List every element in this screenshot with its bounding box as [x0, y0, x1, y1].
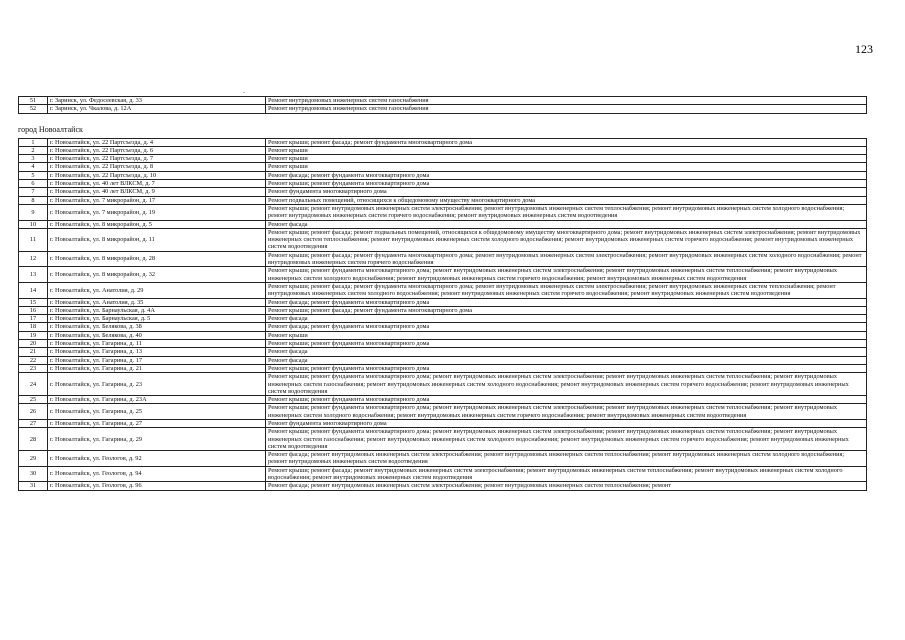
row-address: г. Новоалтайск, ул. Гагарина, д. 11 [48, 340, 266, 347]
stray-dot: . [243, 86, 245, 95]
page-number: 123 [855, 42, 873, 56]
row-number: 27 [18, 420, 48, 427]
row-number: 30 [18, 467, 48, 482]
row-number: 20 [18, 340, 48, 347]
row-address: г. Новоалтайск, ул. 22 Партсъезда, д. 7 [48, 155, 266, 162]
row-address: г. Новоалтайск, ул. 8 микрорайон, д. 32 [48, 267, 266, 282]
row-works: Ремонт крыши; ремонт фундамента многоквартирного дома; ремонт внутридомовых инженерных систем электроснабжения; ремонт внутридомовых инженерных систем теплоснабжения; ремонт внутридомовых инженерных систем газоснабжения; ремонт внутридомовых инженерных систем холодного водоснабжения; ремонт внутридомовых инженерных систем горячего водоснабжения; ремонт внутридомовых инженерных систем водоотведения [266, 428, 867, 450]
row-address: г. Новоалтайск, ул. 40 лет ВЛКСМ, д. 9 [48, 188, 266, 195]
row-number: 51 [18, 97, 48, 104]
row-number: 13 [18, 267, 48, 282]
row-number: 31 [18, 482, 48, 489]
row-number: 16 [18, 307, 48, 314]
table-row [18, 373, 867, 396]
row-address: г. Новоалтайск, ул. Гагарина, д. 13 [48, 348, 266, 355]
row-address: г. Новоалтайск, ул. Геологов, д. 96 [48, 482, 266, 489]
row-works: Ремонт крыши; ремонт фундамента многоквартирного дома [266, 396, 867, 403]
row-works: Ремонт фундамента многоквартирного дома [266, 420, 867, 427]
table-row [18, 315, 867, 323]
table-row [18, 163, 867, 171]
row-works: Ремонт крыши [266, 155, 867, 162]
table-row [18, 188, 867, 196]
row-address: г. Новоалтайск, ул. 7 микрорайон, д. 19 [48, 205, 266, 220]
row-works: Ремонт фасада [266, 348, 867, 355]
table-row [18, 404, 867, 420]
row-address: г. Новоалтайск, ул. 8 микрорайон, д. 11 [48, 229, 266, 251]
table-row [18, 267, 867, 283]
table-row [18, 467, 867, 483]
row-works: Ремонт фундамента многоквартирного дома [266, 188, 867, 195]
table-row [18, 105, 867, 113]
row-address: г. Новоалтайск, ул. 22 Партсъезда, д. 8 [48, 163, 266, 170]
table-row [18, 307, 867, 315]
row-works: Ремонт крыши; ремонт фасада; ремонт подвальных помещений, относящихся к общедомовому имуществу многоквартирного дома; ремонт внутридомовых инженерных систем электроснабжения; ремонт внутридомовых инженерных систем теплоснабжения; ремонт внутридомовых инженерных систем холодного водоснабжения; ремонт внутридомовых инженерных систем горячего водоснабжения; ремонт внутридомовых инженерных систем водоотведения [266, 229, 867, 251]
row-works: Ремонт фасада [266, 357, 867, 364]
table-row [18, 299, 867, 307]
table-row [18, 482, 867, 490]
row-works: Ремонт фасада; ремонт фундамента многоквартирного дома [266, 299, 867, 306]
row-address: г. Новоалтайск, ул. Геологов, д. 94 [48, 467, 266, 482]
table-row [18, 221, 867, 229]
row-works: Ремонт крыши; ремонт фундамента многоквартирного дома; ремонт внутридомовых инженерных систем электроснабжения; ремонт внутридомовых инженерных систем теплоснабжения; ремонт внутридомовых инженерных систем холодного водоснабжения; ремонт внутридомовых инженерных систем горячего водоснабжения; ремонт внутридомовых инженерных систем водоотведения [266, 267, 867, 282]
row-number: 1 [18, 139, 48, 146]
row-address: г. Новоалтайск, ул. Гагарина, д. 21 [48, 365, 266, 372]
row-address: г. Заринск, ул. Федосеевская, д. 33 [48, 97, 266, 104]
row-works: Ремонт крыши; ремонт внутридомовых инженерных систем электроснабжения; ремонт внутридомовых инженерных систем теплоснабжения; ремонт внутридомовых инженерных систем холодного водоснабжения; ремонт внутридомовых инженерных систем горячего водоснабжения; ремонт внутридомовых инженерных систем водоотведения [266, 205, 867, 220]
row-works: Ремонт крыши; ремонт фундамента многоквартирного дома [266, 365, 867, 372]
row-number: 19 [18, 332, 48, 339]
row-address: г. Новоалтайск, ул. 22 Партсъезда, д. 6 [48, 147, 266, 154]
row-address: г. Новоалтайск, ул. Гагарина, д. 23 [48, 373, 266, 395]
row-number: 12 [18, 252, 48, 267]
row-works: Ремонт внутридомовых инженерных систем газоснабжения [266, 105, 867, 112]
row-address: г. Новоалтайск, ул. 7 микрорайон, д. 17 [48, 197, 266, 204]
row-address: г. Новоалтайск, ул. Белякова, д. 38 [48, 323, 266, 330]
row-works: Ремонт фасада; ремонт фундамента многоквартирного дома [266, 172, 867, 179]
table-row [18, 420, 867, 428]
row-number: 24 [18, 373, 48, 395]
row-address: г. Новоалтайск, ул. Барнаульская, д. 5 [48, 315, 266, 322]
row-works: Ремонт крыши; ремонт фундамента многоквартирного дома [266, 180, 867, 187]
section-title: город Новоалтайск [18, 124, 83, 134]
table-row [18, 283, 867, 299]
row-works: Ремонт фасада; ремонт внутридомовых инженерных систем электроснабжения; ремонт внутридомовых инженерных систем теплоснабжения; ремонт внутридомовых инженерных систем холодного водоснабжения; ремонт внутридомовых инженерных систем водоотведения [266, 451, 867, 466]
row-works: Ремонт крыши [266, 147, 867, 154]
row-number: 7 [18, 188, 48, 195]
row-address: г. Новоалтайск, ул. Гагарина, д. 23А [48, 396, 266, 403]
row-number: 15 [18, 299, 48, 306]
table-row [18, 357, 867, 365]
row-address: г. Новоалтайск, ул. 8 микрорайон, д. 5 [48, 221, 266, 228]
row-works: Ремонт крыши [266, 163, 867, 170]
row-works: Ремонт крыши; ремонт фундамента многоквартирного дома; ремонт внутридомовых инженерных систем электроснабжения; ремонт внутридомовых инженерных систем теплоснабжения; ремонт внутридомовых инженерных систем газоснабжения; ремонт внутридомовых инженерных систем холодного водоснабжения; ремонт внутридомовых инженерных систем горячего водоснабжения; ремонт внутридомовых инженерных систем водоотведения [266, 373, 867, 395]
row-number: 22 [18, 357, 48, 364]
row-number: 21 [18, 348, 48, 355]
table-row [18, 396, 867, 404]
row-address: г. Новоалтайск, ул. Гагарина, д. 29 [48, 428, 266, 450]
table-row [18, 139, 867, 147]
table-row [18, 428, 867, 451]
section-gap [18, 114, 867, 122]
row-works: Ремонт внутридомовых инженерных систем газоснабжения [266, 97, 867, 104]
row-address: г. Новоалтайск, ул. 22 Партсъезда, д. 10 [48, 172, 266, 179]
row-address: г. Заринск, ул. Чкалова, д. 12А [48, 105, 266, 112]
row-number: 6 [18, 180, 48, 187]
row-works: Ремонт крыши; ремонт фасада; ремонт внутридомовых инженерных систем электроснабжения; ремонт внутридомовых инженерных систем теплоснабжения; ремонт внутридомовых инженерных систем холодного водоснабжения; ремонт внутридомовых инженерных систем водоотведения [266, 467, 867, 482]
row-address: г. Новоалтайск, ул. Геологов, д. 92 [48, 451, 266, 466]
row-address: г. Новоалтайск, ул. Гагарина, д. 27 [48, 420, 266, 427]
table-row [18, 323, 867, 331]
row-number: 17 [18, 315, 48, 322]
section-header-row [18, 122, 867, 139]
table-row [18, 252, 867, 268]
table-row [18, 97, 867, 105]
row-number: 4 [18, 163, 48, 170]
table-body [18, 139, 867, 491]
row-works: Ремонт крыши; ремонт фасада; ремонт фундамента многоквартирного дома [266, 307, 867, 314]
row-address: г. Новоалтайск, ул. Анатолия, д. 35 [48, 299, 266, 306]
row-number: 52 [18, 105, 48, 112]
row-number: 11 [18, 229, 48, 251]
table-row [18, 229, 867, 252]
table-row [18, 180, 867, 188]
row-works: Ремонт крыши; ремонт фасада; ремонт фундамента многоквартирного дома [266, 139, 867, 146]
row-address: г. Новоалтайск, ул. Гагарина, д. 25 [48, 404, 266, 419]
row-number: 8 [18, 197, 48, 204]
table-row [18, 205, 867, 221]
row-works: Ремонт фасада [266, 315, 867, 322]
row-works: Ремонт подвальных помещений, относящихся к общедомовому имуществу многоквартирного дома [266, 197, 867, 204]
row-number: 25 [18, 396, 48, 403]
table-row [18, 197, 867, 205]
row-number: 3 [18, 155, 48, 162]
table-row [18, 340, 867, 348]
row-works: Ремонт фасада [266, 221, 867, 228]
row-works: Ремонт крыши; ремонт фасада; ремонт фундамента многоквартирного дома; ремонт внутридомовых инженерных систем электроснабжения; ремонт внутридомовых инженерных систем теплоснабжения; ремонт внутридомовых инженерных систем холодного водоснабжения; ремонт внутридомовых инженерных систем горячего водоснабжения; ремонт внутридомовых инженерных систем водоотведения [266, 283, 867, 298]
row-works: Ремонт крыши; ремонт фундамента многоквартирного дома [266, 340, 867, 347]
row-works: Ремонт фасада; ремонт фундамента многоквартирного дома [266, 323, 867, 330]
row-address: г. Новоалтайск, ул. 8 микрорайон, д. 28 [48, 252, 266, 267]
row-number: 14 [18, 283, 48, 298]
table-row [18, 172, 867, 180]
row-address: г. Новоалтайск, ул. 40 лет ВЛКСМ, д. 7 [48, 180, 266, 187]
row-number: 9 [18, 205, 48, 220]
table-row [18, 155, 867, 163]
row-address: г. Новоалтайск, ул. Белякова, д. 40 [48, 332, 266, 339]
row-number: 23 [18, 365, 48, 372]
row-address: г. Новоалтайск, ул. Барнаульская, д. 4А [48, 307, 266, 314]
row-number: 26 [18, 404, 48, 419]
row-number: 28 [18, 428, 48, 450]
repair-works-table [18, 96, 867, 491]
table-row [18, 348, 867, 356]
table-row [18, 147, 867, 155]
row-number: 29 [18, 451, 48, 466]
row-works: Ремонт фасада; ремонт внутридомовых инженерных систем электроснабжения; ремонт внутридомовых инженерных систем теплоснабжения; ремонт [266, 482, 867, 489]
row-number: 5 [18, 172, 48, 179]
row-number: 10 [18, 221, 48, 228]
row-address: г. Новоалтайск, ул. Гагарина, д. 17 [48, 357, 266, 364]
row-works: Ремонт крыши; ремонт фундамента многоквартирного дома; ремонт внутридомовых инженерных систем электроснабжения; ремонт внутридомовых инженерных систем теплоснабжения; ремонт внутридомовых инженерных систем холодного водоснабжения; ремонт внутридомовых инженерных систем горячего водоснабжения; ремонт внутридомовых инженерных систем водоотведения [266, 404, 867, 419]
table-row [18, 451, 867, 467]
row-works: Ремонт крыши; ремонт фасада; ремонт фундамента многоквартирного дома; ремонт внутридомовых инженерных систем электроснабжения; ремонт внутридомовых инженерных систем холодного водоснабжения; ремонт внутридомовых инженерных систем горячего водоснабжения [266, 252, 867, 267]
row-address: г. Новоалтайск, ул. 22 Партсъезда, д. 4 [48, 139, 266, 146]
table-row [18, 332, 867, 340]
row-number: 18 [18, 323, 48, 330]
row-address: г. Новоалтайск, ул. Анатолия, д. 29 [48, 283, 266, 298]
table-row [18, 365, 867, 373]
row-number: 2 [18, 147, 48, 154]
row-works: Ремонт крыши [266, 332, 867, 339]
